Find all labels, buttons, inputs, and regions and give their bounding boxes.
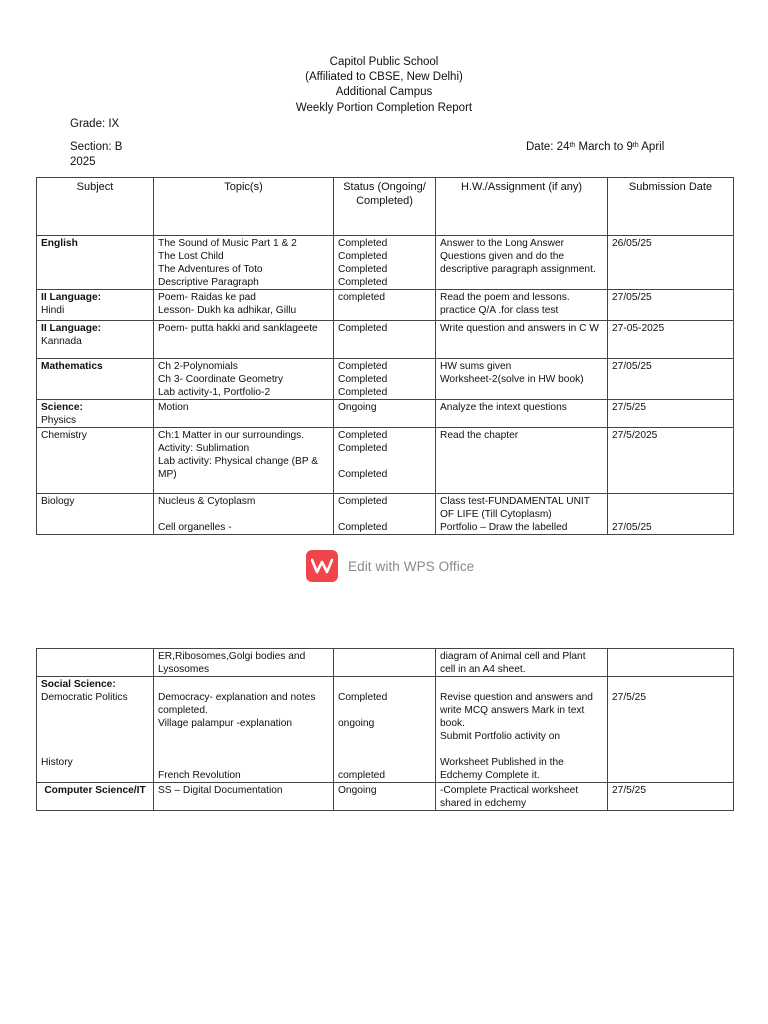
topics-cell: SS – Digital Documentation	[154, 783, 334, 811]
date-cell: 27/5/25	[608, 783, 734, 811]
table-row	[37, 359, 734, 400]
portion-table-continued	[36, 648, 734, 811]
status-cell: completed	[334, 290, 436, 321]
topics-cell: Democracy- explanation and notes completed. Village palampur -explanation French Revolution	[154, 677, 334, 783]
table-row	[37, 494, 734, 535]
date-sup-1: th	[569, 142, 576, 149]
table-header-row	[37, 178, 734, 236]
date-cell: 26/05/25	[608, 236, 734, 290]
subject-subname: Hindi	[41, 305, 65, 316]
status-cell: Completed Completed Completed	[334, 359, 436, 400]
subject-cell	[37, 428, 154, 494]
date-cell: 27/05/25	[608, 359, 734, 400]
table-row	[37, 321, 734, 359]
subject-cell	[37, 677, 154, 783]
grade-label: Grade: IX	[70, 118, 120, 130]
subject-cell	[37, 783, 154, 811]
subject-name: English	[41, 238, 78, 249]
date-suffix: April	[638, 141, 665, 153]
section-label: Section: B	[70, 141, 123, 153]
subject-cell	[37, 649, 154, 677]
status-cell: Completed Completed Completed Completed	[334, 236, 436, 290]
date-cell: 27/05/25	[608, 290, 734, 321]
subject-subname: Democratic Politics History	[41, 692, 128, 768]
affiliation: (Affiliated to CBSE, New Delhi)	[305, 71, 463, 84]
topics-cell: Ch 2-Polynomials Ch 3- Coordinate Geometry Lab activity-1, Portfolio-2	[154, 359, 334, 400]
topics-cell: ER,Ribosomes,Golgi bodies and Lysosomes	[154, 649, 334, 677]
col-header-status: Status (Ongoing/ Completed)	[334, 178, 436, 236]
subject-name: II Language:	[41, 323, 101, 334]
status-cell: Ongoing	[334, 400, 436, 428]
date-mid: March to 9	[575, 141, 633, 153]
school-name: Capitol Public School	[329, 56, 439, 68]
subject-subname: Biology	[41, 496, 75, 507]
subject-cell	[37, 236, 154, 290]
subject-name: Mathematics	[41, 361, 103, 372]
date-cell: 27/5/25	[608, 400, 734, 428]
topics-cell: The Sound of Music Part 1 & 2 The Lost Child The Adventures of Toto Descriptive Paragraph	[154, 236, 334, 290]
report-header	[0, 55, 768, 116]
subject-name: II Language:	[41, 292, 101, 303]
topics-cell: Poem- Raidas ke pad Lesson- Dukh ka adhikar, Gillu	[154, 290, 334, 321]
date-cell	[608, 649, 734, 677]
date-prefix: Date: 24	[526, 141, 570, 153]
topics-cell: Poem- putta hakki and sanklageete	[154, 321, 334, 359]
subject-cell	[37, 494, 154, 535]
portion-table	[36, 177, 734, 535]
subject-cell	[37, 359, 154, 400]
hw-cell: Read the poem and lessons. practice Q/A .for class test	[436, 290, 608, 321]
table-row	[37, 400, 734, 428]
date-cell: 27-05-2025	[608, 321, 734, 359]
date-cell: 27/05/25	[608, 494, 734, 535]
hw-cell: Answer to the Long Answer Questions given and do the descriptive paragraph assignment.	[436, 236, 608, 290]
table-row	[37, 677, 734, 783]
status-cell: Completed Completed Completed	[334, 428, 436, 494]
campus-name: Additional Campus	[335, 86, 433, 99]
subject-name: Science:	[41, 402, 83, 413]
status-cell: Completed	[334, 321, 436, 359]
date-cell: 27/5/25	[608, 677, 734, 783]
wps-watermark-text: Edit with WPS Office	[348, 558, 475, 574]
subject-subname: Physics	[41, 415, 77, 426]
subject-name: Computer Science/IT	[44, 785, 146, 796]
col-header-date: Submission Date	[608, 178, 734, 236]
report-title: Weekly Portion Completion Report	[295, 101, 473, 114]
col-header-topics: Topic(s)	[154, 178, 334, 236]
year-label: 2025	[70, 156, 96, 168]
date-sup-2: th	[632, 142, 639, 149]
date-cell: 27/5/2025	[608, 428, 734, 494]
hw-cell: HW sums given Worksheet-2(solve in HW book)	[436, 359, 608, 400]
table-row	[37, 649, 734, 677]
hw-cell: Class test-FUNDAMENTAL UNIT OF LIFE (Till Cytoplasm) Portfolio – Draw the labelled	[436, 494, 608, 535]
col-header-subject: Subject	[37, 178, 154, 236]
table-row	[37, 783, 734, 811]
subject-cell	[37, 400, 154, 428]
wps-w-glyph	[311, 558, 333, 574]
topics-cell: Nucleus & Cytoplasm Cell organelles -	[154, 494, 334, 535]
wps-watermark	[306, 550, 474, 582]
wps-logo-icon	[306, 550, 338, 582]
subject-cell	[37, 321, 154, 359]
hw-cell: -Complete Practical worksheet shared in edchemy	[436, 783, 608, 811]
subject-name: Social Science:	[41, 679, 116, 690]
topics-cell: Motion	[154, 400, 334, 428]
hw-cell: Write question and answers in C W	[436, 321, 608, 359]
status-cell	[334, 649, 436, 677]
date-range	[526, 140, 664, 155]
topics-cell: Ch:1 Matter in our surroundings. Activity: Sublimation Lab activity: Physical change (BP & MP)	[154, 428, 334, 494]
hw-cell: diagram of Animal cell and Plant cell in an A4 sheet.	[436, 649, 608, 677]
hw-cell: Read the chapter	[436, 428, 608, 494]
status-cell: Completed ongoing completed	[334, 677, 436, 783]
table-row	[37, 290, 734, 321]
subject-cell	[37, 290, 154, 321]
col-header-hw: H.W./Assignment (if any)	[436, 178, 608, 236]
hw-cell: Analyze the intext questions	[436, 400, 608, 428]
table-row	[37, 428, 734, 494]
subject-subname: Kannada	[41, 336, 82, 347]
subject-subname: Chemistry	[41, 430, 87, 441]
status-cell: Completed Completed	[334, 494, 436, 535]
table-row	[37, 236, 734, 290]
hw-cell: Revise question and answers and write MCQ answers Mark in text book. Submit Portfolio activity on Worksheet Published in the Edchemy Complete it.	[436, 677, 608, 783]
status-cell: Ongoing	[334, 783, 436, 811]
